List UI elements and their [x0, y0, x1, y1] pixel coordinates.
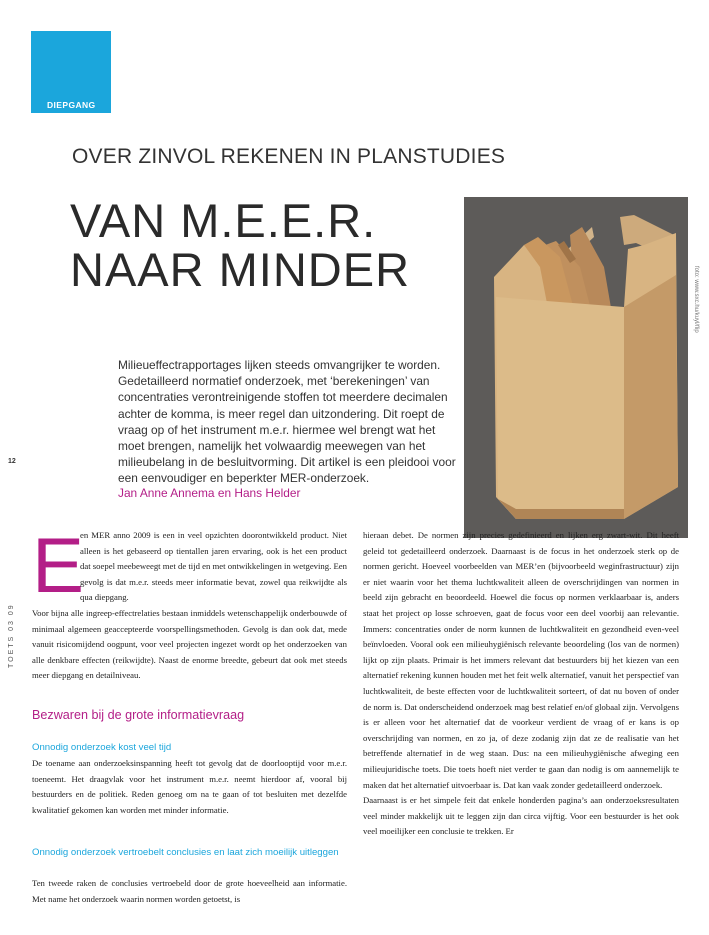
drop-cap: E [32, 521, 85, 609]
article-photo [464, 197, 688, 538]
lead-paragraph [80, 528, 347, 606]
running-title [8, 580, 20, 670]
lead-continuation [32, 606, 347, 684]
headline-line-1: VAN M.E.E.R. [70, 194, 377, 247]
section-heading: Bezwaren bij de grote informatievraag [32, 708, 245, 722]
paragraph-1 [32, 756, 347, 818]
subheading-1: Onnodig onderzoek kost veel tijd [32, 742, 172, 753]
intro-paragraph: Milieueffectrapportages lijken steeds omvangrijker te worden. Gedetailleerd normatief onderzoek, met ‘berekeningen’ van concentraties verontreinigende stoffen tot meerdere decimalen achter de komma, is meer regel dan uitzondering. Dit roept de vraag op of het instrument m.e.r. hiermee wel brengt wat het moet brengen, namelijk het volwaardig meewegen van het milieubelang in de besluitvorming. Dit artikel is een pleidooi voor een eenvoudiger en beperkter MER-onderzoek. [118, 358, 456, 486]
section-tag: DIEPGANG [47, 100, 96, 110]
headline-line-2: NAAR MINDER [70, 243, 411, 296]
authors: Jan Anne Annema en Hans Helder [118, 486, 301, 500]
paragraph-2-text: Ten tweede raken de conclusies vertroebeld door de grote hoeveelheid aan informatie. Met name het onderzoek waarin normen worden getoetst, is [32, 878, 347, 904]
photo-credit [690, 266, 702, 350]
headline [70, 196, 410, 294]
paragraph-1-text: De toename aan onderzoeksinspanning heeft tot gevolg dat de doorlooptijd voor m.e.r. toeneemt. Het draagvlak voor het instrument m.e.r. neemt hierdoor af, vooral bij bestuurders en de politiek. Reden genoeg om na te gaan of tot besluiten met dezelfde kwalitatief gekomen kan worden met minder informatie. [32, 758, 347, 815]
right-column [363, 528, 679, 840]
photo-credit-text: foto: www.sxc.hu/kuyl/flip [693, 266, 699, 333]
paragraph-2 [32, 876, 347, 907]
lead-cont-text: Voor bijna alle ingreep-effectrelaties bestaan inmiddels wetenschappelijk onderbouwde of minimaal algemeen geaccepteerde voorspellingsmethoden. Gevolg is dan ook dat, mede vanuit risicomijdend oogpunt, voor veel projecten ingezet wordt op het onderzoeken van alle denkbare effecten (reikwijdte). Naast de enorme breedte, gebeurt dat ook met steeds meer diepgang en detailniveau. [32, 608, 347, 681]
cardboard-magazine-file-image [464, 197, 688, 538]
subheading-2: Onnodig onderzoek vertroebelt conclusies en laat zich moeilijk uitleggen [32, 847, 339, 858]
right-paragraph-2: Daarnaast is er het simpele feit dat enkele honderden pagina’s aan onderzoeksresultaten veel minder makkelijk uit te leggen zijn dan circa vijftig. Voor een bestuurder is het ook veel moeilijker een conclusie te trekken. Er [363, 795, 679, 837]
kicker: OVER ZINVOL REKENEN IN PLANSTUDIES [72, 145, 506, 168]
running-title-text: TOETS 03 09 [8, 603, 15, 668]
page-number: 12 [8, 458, 16, 465]
lead-text: en MER anno 2009 is een in veel opzichten doorontwikkeld product. Niet alleen is het gebaseerd op tientallen jaren ervaring, ook is het een product dat soepel meebeweegt met de tijd en met ontwikkelingen in wetgeving. Een gevolg is dat m.e.r. steeds meer informatie bevat, zowel qua reikwijdte als qua diepgang. [80, 530, 347, 603]
right-paragraph-1: hieraan debet. De normen zijn precies gedefinieerd en lijken erg zwart-wit. Dit heeft geleid tot gedetailleerd onderzoek. Daarnaast is de focus in het onderzoek sterk op de normen gericht. Hoeveel voorbeelden van MER’en (bijvoorbeeld weginfrastructuur) zijn er niet waarin voor het thema luchtkwaliteit alleen de overschrijdingen van normen in beeld zijn gebracht en beoordeeld. Hoewel die focus op normen verklaarbaar is, anders staat het project op losse schroeven, gaat de focus voor een deel voorbij aan relevantie. Immers: concentraties onder de norm kunnen de luchtkwaliteit en gezondheid even-veel beïnvloeden. Vooral ook een milieuhygiënisch relevante beoordeling (los van de normen) lijkt op zijn plaats. Primair is het immers relevant dat bestuurders bij het kiezen van een alternatief rekening kunnen houden met het feit welk alternatief, vanuit het perspectief van luchtkwaliteit, de beste effecten voor de luchtkwaliteit sorteert, of dat nu boven of onder de norm is. Dat onderscheidend onderzoek mag best relatief en/of globaal zijn. Vervolgens is er alleen voor het alternatief dat de voorkeur verdient de vraag of er kans is op overschrijding van normen, en zo ja, of deze zodanig zijn dat ze de realisatie van het betreffende alternatief in de weg staan. Dus: na een milieuhygiënische afweging een milieujuridische toets. Die toets hoeft niet verder te gaan dan nodig is om aannemelijk te maken dat het alternatief uitvoerbaar is. Dat kan vaak zonder gedetailleerd onderzoek. [363, 530, 679, 790]
